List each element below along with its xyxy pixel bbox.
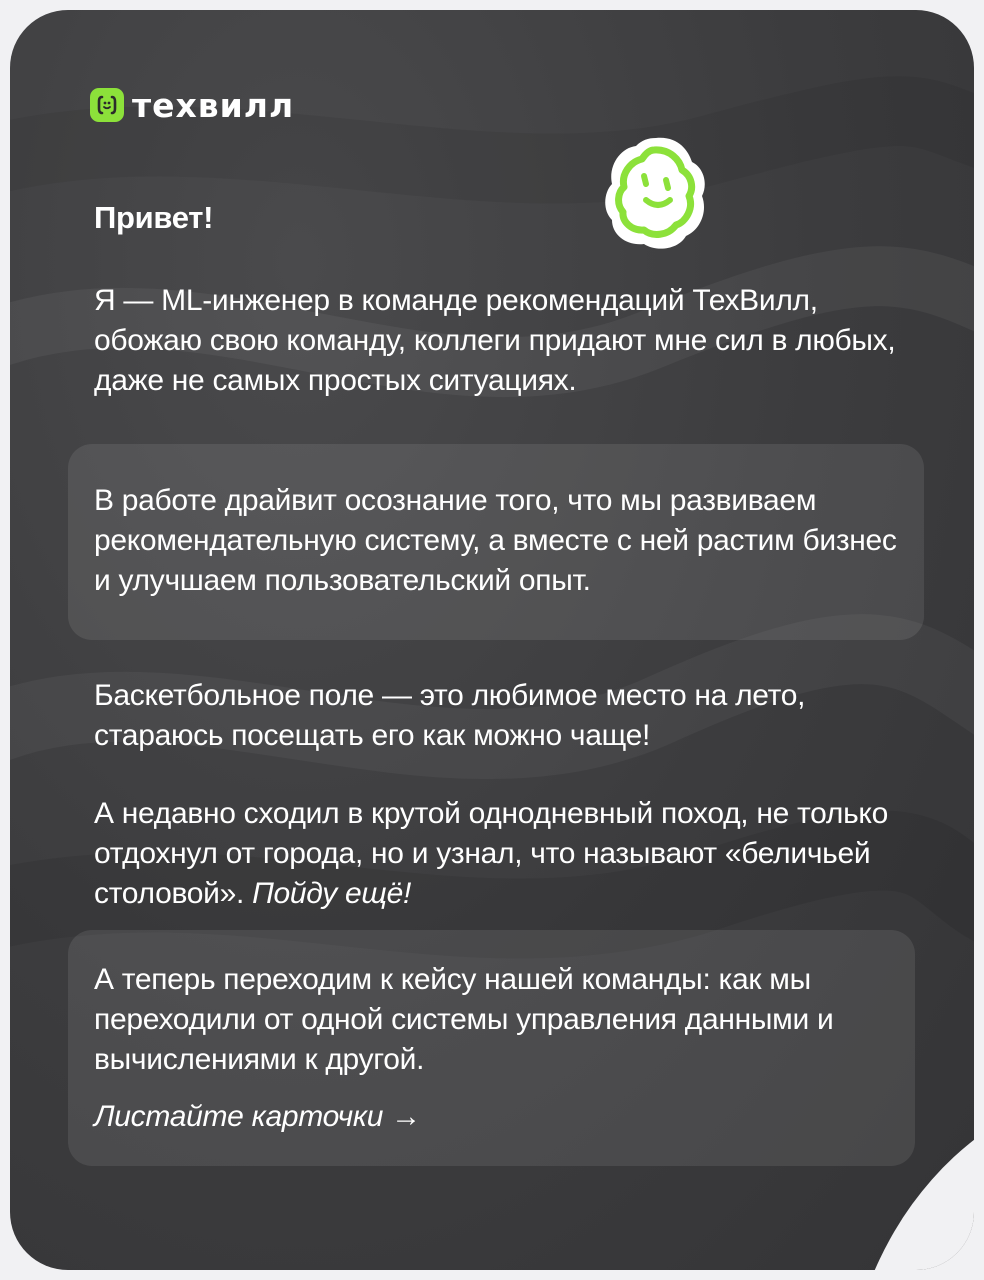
work-paragraph: В работе драйвит осознание того, что мы развиваем рекомендательную систему, а вместе с ней растим бизнес и улучшаем пользовательский опыт. — [94, 484, 897, 597]
case-paragraph: А теперь переходим к кейсу нашей команды: как мы переходили от одной системы управления данными и вычислениями к другой. — [94, 963, 834, 1076]
brand-logo — [90, 85, 295, 125]
hike-emphasis: Пойду ещё! — [252, 877, 412, 910]
highlight-box-work — [68, 444, 924, 640]
intro-card — [10, 10, 974, 1270]
hike-text: А недавно сходил в крутой однодневный поход, не только отдохнул от города, но и узнал, что называют «беличьей столовой». — [94, 797, 888, 910]
intro-paragraph: Я — ML-инженер в команде рекомендаций ТехВилл, обожаю свою команду, коллеги придают мне сил в любых, даже не самых простых ситуациях. — [94, 284, 896, 397]
hike-paragraph — [94, 794, 914, 914]
highlight-box-case — [68, 930, 915, 1166]
hobby-paragraph: Баскетбольное поле — это любимое место на лето, стараюсь посещать его как можно чаще! — [94, 679, 806, 752]
greeting-heading: Привет! — [94, 200, 214, 235]
smiling-face-sticker-icon — [600, 132, 712, 254]
bracket-face-icon — [90, 88, 124, 122]
swipe-cards-hint[interactable]: Листайте карточки → — [94, 1100, 421, 1133]
brand-name: техвилл — [132, 85, 295, 125]
